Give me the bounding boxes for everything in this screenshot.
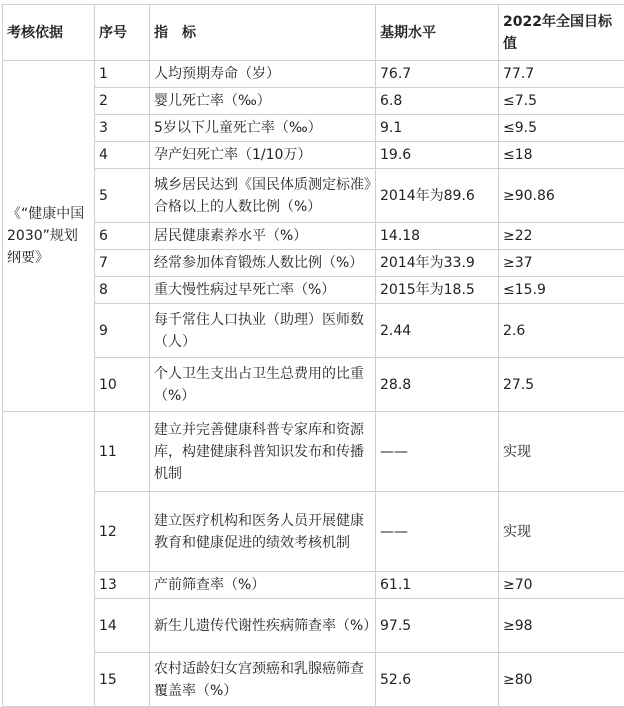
index-cell: 3: [95, 115, 150, 142]
table-row: [3, 61, 624, 88]
target-cell: ≤9.5: [499, 115, 624, 142]
baseline-cell: 6.8: [376, 88, 499, 115]
target-cell: ≥90.86: [499, 169, 624, 223]
indicator-cell: 建立医疗机构和医务人员开展健康教育和健康促进的绩效考核机制: [150, 492, 376, 572]
table-row: [3, 572, 624, 599]
index-cell: 14: [95, 599, 150, 653]
table-row: [3, 304, 624, 358]
target-cell: ≤15.9: [499, 277, 624, 304]
header-baseline: 基期水平: [376, 5, 499, 61]
baseline-cell: 9.1: [376, 115, 499, 142]
header-row: [3, 5, 624, 61]
table-row: [3, 277, 624, 304]
indicator-cell: 经常参加体育锻炼人数比例（%）: [150, 250, 376, 277]
target-cell: 实现: [499, 492, 624, 572]
indicator-cell: 居民健康素养水平（%）: [150, 223, 376, 250]
baseline-cell: 2015年为18.5: [376, 277, 499, 304]
baseline-cell: 14.18: [376, 223, 499, 250]
indicator-cell: 婴儿死亡率（‰）: [150, 88, 376, 115]
header-target: 2022年全国目标值: [499, 5, 624, 61]
target-cell: 实现: [499, 412, 624, 492]
header-index: 序号: [95, 5, 150, 61]
table-row: [3, 599, 624, 653]
index-cell: 1: [95, 61, 150, 88]
table-row: [3, 115, 624, 142]
baseline-cell: 76.7: [376, 61, 499, 88]
table-row: [3, 653, 624, 707]
table-row: [3, 142, 624, 169]
table-row: [3, 412, 624, 492]
baseline-cell: 2014年为89.6: [376, 169, 499, 223]
indicator-cell: 个人卫生支出占卫生总费用的比重（%）: [150, 358, 376, 412]
target-cell: ≥80: [499, 653, 624, 707]
indicator-cell: 人均预期寿命（岁）: [150, 61, 376, 88]
index-cell: 4: [95, 142, 150, 169]
indicator-cell: 重大慢性病过早死亡率（%）: [150, 277, 376, 304]
baseline-cell: 19.6: [376, 142, 499, 169]
indicator-cell: 新生儿遗传代谢性疾病筛查率（%）: [150, 599, 376, 653]
index-cell: 12: [95, 492, 150, 572]
baseline-cell: 61.1: [376, 572, 499, 599]
index-cell: 7: [95, 250, 150, 277]
indicator-table: [2, 4, 624, 707]
basis-cell: 《“健康中国2030”规划纲要》: [3, 61, 95, 412]
indicator-cell: 城乡居民达到《国民体质测定标准》合格以上的人数比例（%）: [150, 169, 376, 223]
index-cell: 5: [95, 169, 150, 223]
table-row: [3, 492, 624, 572]
index-cell: 11: [95, 412, 150, 492]
index-cell: 6: [95, 223, 150, 250]
baseline-cell: 2.44: [376, 304, 499, 358]
indicator-cell: 孕产妇死亡率（1/10万）: [150, 142, 376, 169]
target-cell: 2.6: [499, 304, 624, 358]
header-indicator: 指 标: [150, 5, 376, 61]
basis-cell-empty: [3, 412, 95, 707]
indicator-cell: 农村适龄妇女宫颈癌和乳腺癌筛查覆盖率（%）: [150, 653, 376, 707]
indicator-cell: 5岁以下儿童死亡率（‰）: [150, 115, 376, 142]
baseline-cell: 28.8: [376, 358, 499, 412]
indicator-cell: 每千常住人口执业（助理）医师数（人）: [150, 304, 376, 358]
header-basis: 考核依据: [3, 5, 95, 61]
index-cell: 10: [95, 358, 150, 412]
target-cell: ≥98: [499, 599, 624, 653]
target-cell: ≥37: [499, 250, 624, 277]
index-cell: 13: [95, 572, 150, 599]
index-cell: 9: [95, 304, 150, 358]
table-row: [3, 250, 624, 277]
baseline-cell: ——: [376, 492, 499, 572]
baseline-cell: ——: [376, 412, 499, 492]
indicator-cell: 建立并完善健康科普专家库和资源库，构建健康科普知识发布和传播机制: [150, 412, 376, 492]
index-cell: 8: [95, 277, 150, 304]
target-cell: ≤7.5: [499, 88, 624, 115]
baseline-cell: 52.6: [376, 653, 499, 707]
target-cell: ≥70: [499, 572, 624, 599]
index-cell: 2: [95, 88, 150, 115]
baseline-cell: 97.5: [376, 599, 499, 653]
table-row: [3, 358, 624, 412]
table-row: [3, 88, 624, 115]
index-cell: 15: [95, 653, 150, 707]
target-cell: ≥22: [499, 223, 624, 250]
indicator-cell: 产前筛查率（%）: [150, 572, 376, 599]
table-row: [3, 169, 624, 223]
target-cell: ≤18: [499, 142, 624, 169]
target-cell: 77.7: [499, 61, 624, 88]
baseline-cell: 2014年为33.9: [376, 250, 499, 277]
table-row: [3, 223, 624, 250]
target-cell: 27.5: [499, 358, 624, 412]
